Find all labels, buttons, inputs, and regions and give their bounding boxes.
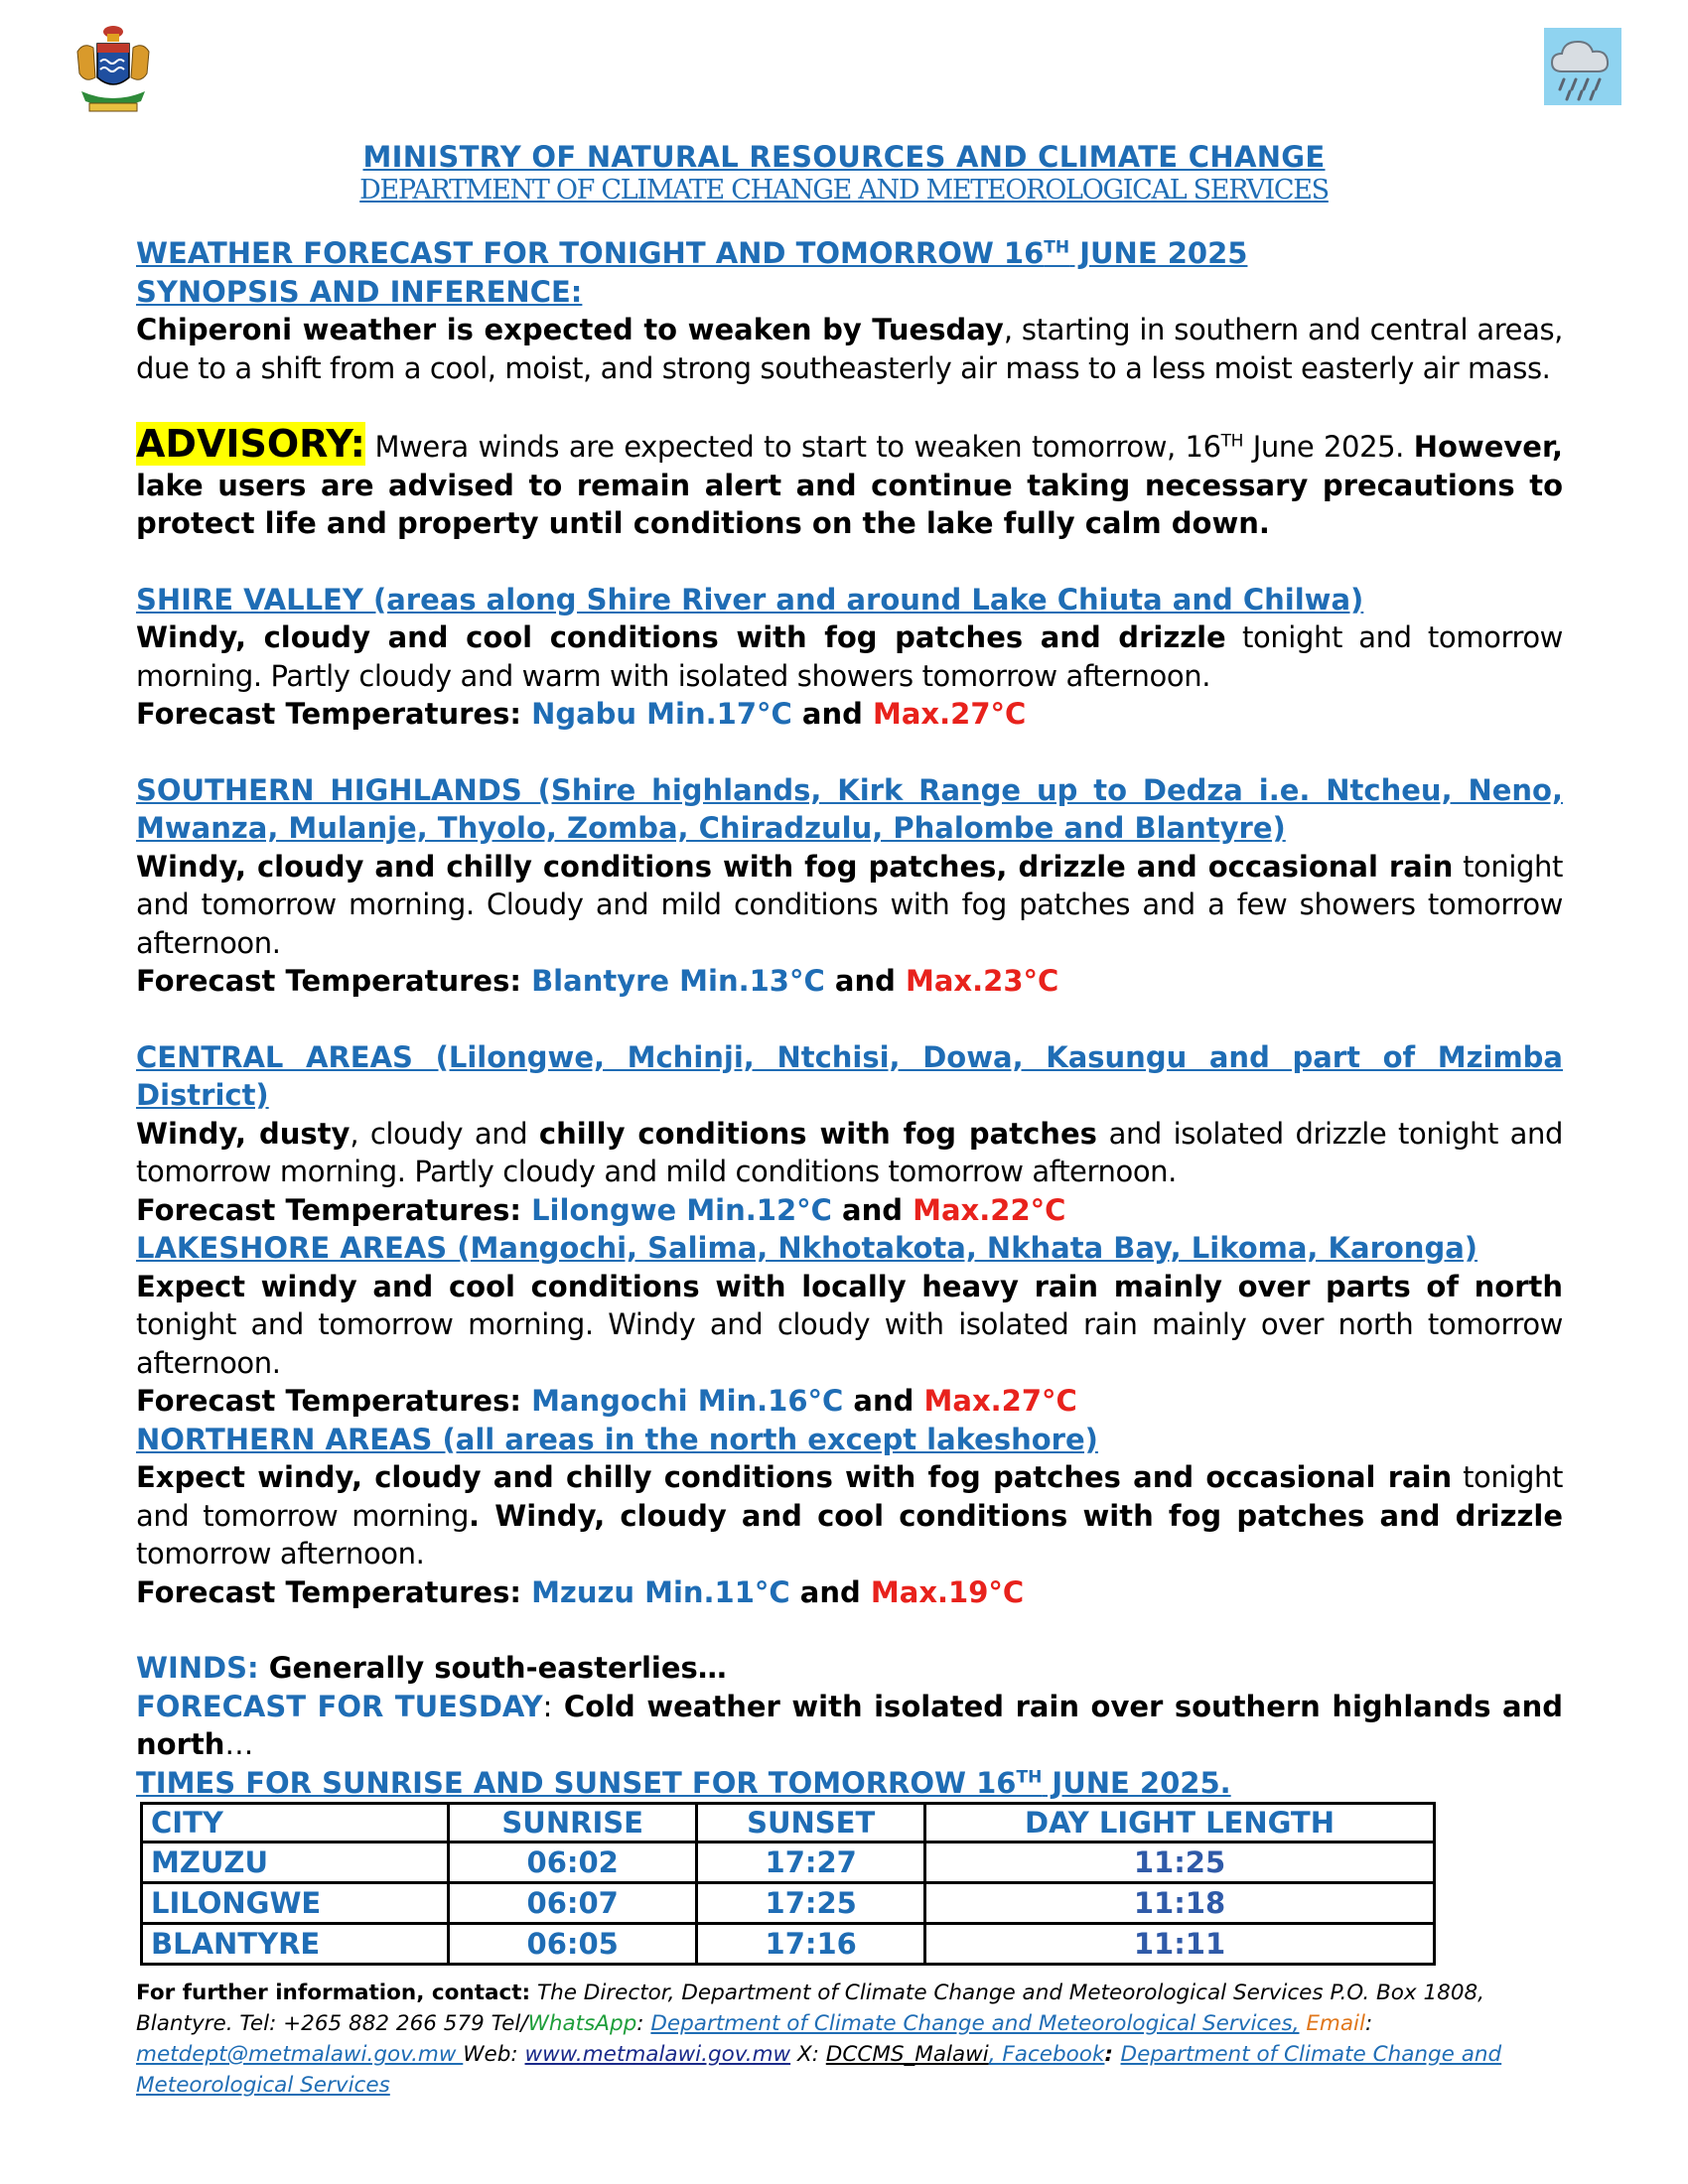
shire-valley-temps: Forecast Temperatures: Ngabu Min.17°C and Max.27°C bbox=[136, 697, 1027, 731]
sunrise-cell: 06:07 bbox=[449, 1883, 697, 1924]
sunrise-cell: 06:05 bbox=[449, 1924, 697, 1965]
whatsapp-label: WhatsApp bbox=[527, 2011, 637, 2036]
department-name: DEPARTMENT OF CLIMATE CHANGE AND METEOROLOGICAL SERVICES bbox=[359, 175, 1329, 205]
table-row bbox=[142, 1883, 1435, 1924]
lakeshore-areas-text: Expect windy and cool conditions with locally heavy rain mainly over parts of north tonight and tomorrow morning. Windy and cloudy with isolated rain mainly over north tomorrow afternoon. bbox=[136, 1269, 1563, 1380]
synopsis-heading: SYNOPSIS AND INFERENCE: bbox=[136, 274, 583, 309]
shire-valley-text: Windy, cloudy and cool conditions with fog patches and drizzle tonight and tomorrow morning. Partly cloudy and warm with isolated showers tomorrow afternoon. bbox=[136, 620, 1563, 693]
website-link[interactable]: www.metmalawi.gov.mw bbox=[524, 2042, 791, 2067]
table-row bbox=[142, 1924, 1435, 1965]
city-cell: BLANTYRE bbox=[142, 1924, 449, 1965]
sunset-cell: 17:25 bbox=[697, 1883, 925, 1924]
x-handle-link[interactable]: DCCMS_Malawi bbox=[825, 2042, 989, 2067]
central-areas-text: Windy, dusty, cloudy and chilly conditions with fog patches and isolated drizzle tonight and tomorrow morning. Partly cloudy and mild conditions tomorrow afternoon. bbox=[136, 1116, 1563, 1188]
email-link[interactable]: metdept@metmalawi.gov.mw bbox=[136, 2042, 464, 2067]
sunrise-sunset-table bbox=[140, 1802, 1436, 1966]
forecast-title: WEATHER FORECAST FOR TONIGHT AND TOMORROW 16TH JUNE 2025 bbox=[136, 236, 1248, 270]
header-daylight: DAY LIGHT LENGTH bbox=[925, 1804, 1435, 1843]
footer-label: For further information, contact: bbox=[136, 1980, 531, 2005]
central-areas-heading: CENTRAL AREAS (Lilongwe, Mchinji, Ntchisi, Dowa, Kasungu and part of Mzimba District) bbox=[136, 1039, 1563, 1112]
synopsis-text: Chiperoni weather is expected to weaken by Tuesday, starting in southern and central areas, due to a shift from a cool, moist, and strong southeasterly air mass to a less moist easterly air mass. bbox=[136, 313, 1563, 385]
sun-times-title: TIMES FOR SUNRISE AND SUNSET FOR TOMORROW 16TH JUNE 2025. bbox=[136, 1765, 1231, 1800]
letterhead bbox=[0, 139, 1688, 206]
table-row bbox=[142, 1843, 1435, 1883]
advisory-label: ADVISORY: bbox=[136, 422, 365, 466]
forecast-body bbox=[136, 234, 1563, 1966]
header-city: CITY bbox=[142, 1804, 449, 1843]
facebook-link[interactable]: Department of Climate Change and Meteorological Services bbox=[136, 2042, 1502, 2098]
table-header-row bbox=[142, 1804, 1435, 1843]
winds-line: WINDS: Generally south-easterlies… bbox=[136, 1651, 727, 1685]
northern-areas-text: Expect windy, cloudy and chilly conditions with fog patches and occasional rain tonight and tomorrow morning. Windy, cloudy and cool conditions with fog patches and drizzle tomorrow afternoon. bbox=[136, 1460, 1563, 1570]
lakeshore-areas-temps: Forecast Temperatures: Mangochi Min.16°C and Max.27°C bbox=[136, 1384, 1077, 1418]
southern-highlands-text: Windy, cloudy and chilly conditions with fog patches, drizzle and occasional rain tonight and tomorrow morning. Cloudy and mild conditions with fog patches and a few showers tomorrow afternoon. bbox=[136, 849, 1563, 960]
advisory: ADVISORY: Mwera winds are expected to start to weaken tomorrow, 16TH June 2025. However, lake users are advised to remain alert and continue taking necessary precautions to protect life and property until conditions on the lake fully calm down. bbox=[136, 422, 1564, 540]
lakeshore-areas-heading: LAKESHORE AREAS (Mangochi, Salima, Nkhotakota, Nkhata Bay, Likoma, Karonga) bbox=[136, 1231, 1478, 1265]
northern-areas-temps: Forecast Temperatures: Mzuzu Min.11°C and Max.19°C bbox=[136, 1574, 1025, 1609]
city-cell: LILONGWE bbox=[142, 1883, 449, 1924]
southern-highlands-temps: Forecast Temperatures: Blantyre Min.13°C and Max.23°C bbox=[136, 964, 1059, 998]
sunset-cell: 17:27 bbox=[697, 1843, 925, 1883]
tuesday-forecast: FORECAST FOR TUESDAY: Cold weather with isolated rain over southern highlands and north… bbox=[136, 1689, 1563, 1761]
malawi-coat-of-arms-icon bbox=[68, 22, 159, 117]
city-cell: MZUZU bbox=[142, 1843, 449, 1883]
header-sunrise: SUNRISE bbox=[449, 1804, 697, 1843]
sunset-cell: 17:16 bbox=[697, 1924, 925, 1965]
daylight-cell: 11:25 bbox=[925, 1843, 1435, 1883]
header-sunset: SUNSET bbox=[697, 1804, 925, 1843]
central-areas-temps: Forecast Temperatures: Lilongwe Min.12°C and Max.22°C bbox=[136, 1192, 1066, 1227]
daylight-cell: 11:18 bbox=[925, 1883, 1435, 1924]
daylight-cell: 11:11 bbox=[925, 1924, 1435, 1965]
ministry-name: MINISTRY OF NATURAL RESOURCES AND CLIMATE CHANGE bbox=[362, 140, 1326, 174]
rain-cloud-icon bbox=[1544, 28, 1621, 105]
southern-highlands-heading: SOUTHERN HIGHLANDS (Shire highlands, Kirk Range up to Dedza i.e. Ntcheu, Neno, Mwanza, Mulanje, Thyolo, Zomba, Chiradzulu, Phalombe and Blantyre) bbox=[136, 772, 1563, 845]
contact-footer: For further information, contact: The Director, Department of Climate Change and Meteorological Services P.O. Box 1808, Blantyre. Tel: +265 882 266 579 Tel/WhatsApp: Department of Climate Change and Meteorological Services, Email: metdept@metmalawi.gov.mw Web: www.metmalawi.gov.mw X: DCCMS_Malawi, Facebook: Department of Climate Change and Meteorological Services bbox=[136, 1980, 1502, 2098]
northern-areas-heading: NORTHERN AREAS (all areas in the north except lakeshore) bbox=[136, 1422, 1098, 1456]
shire-valley-heading: SHIRE VALLEY (areas along Shire River and around Lake Chiuta and Chilwa) bbox=[136, 582, 1364, 616]
sunrise-cell: 06:02 bbox=[449, 1843, 697, 1883]
department-link[interactable]: Department of Climate Change and Meteorological Services, bbox=[650, 2011, 1300, 2036]
